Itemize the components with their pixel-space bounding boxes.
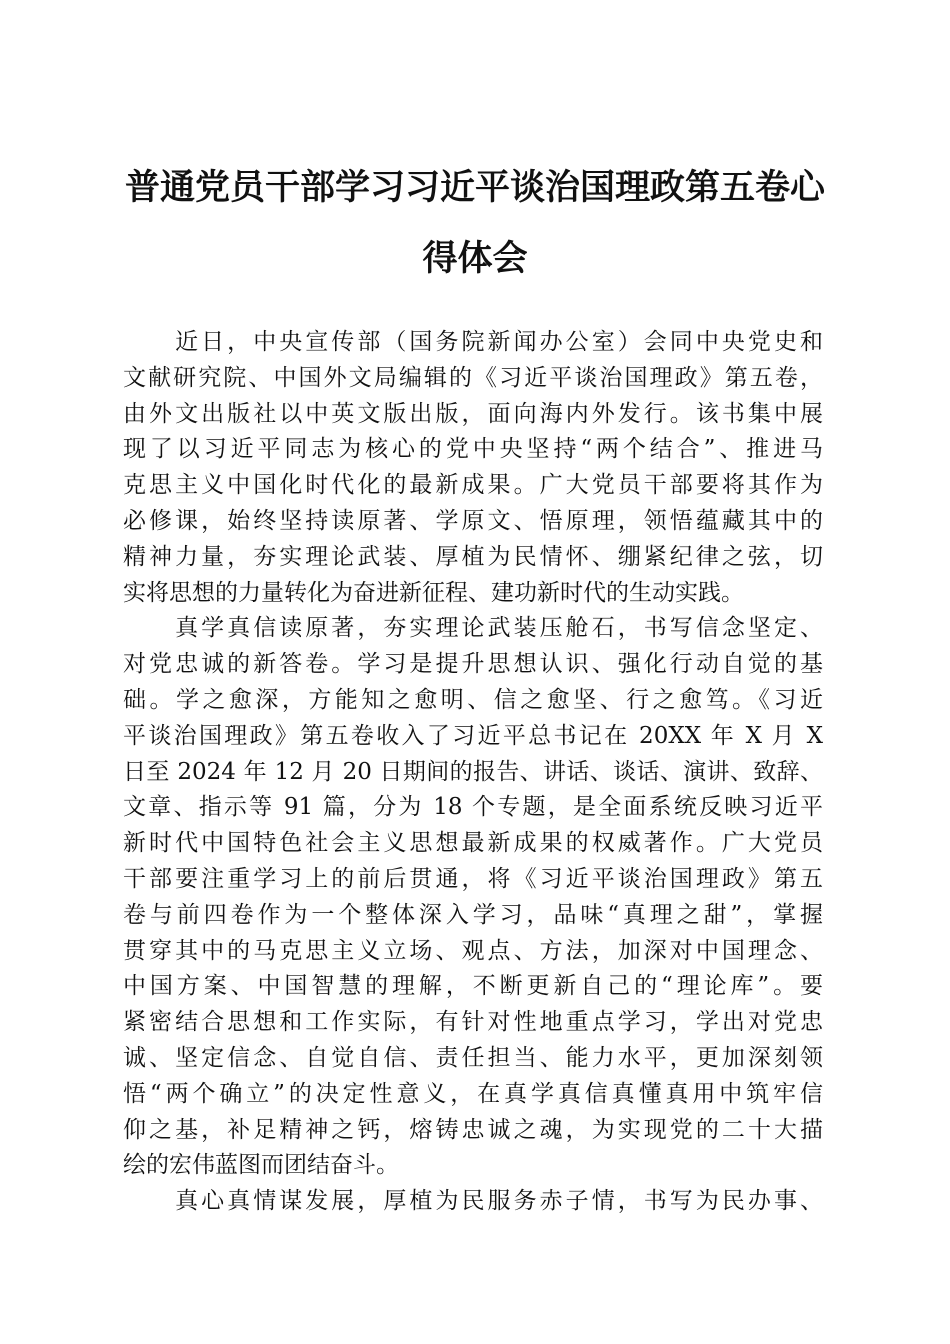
text-line: 卷与前四卷作为一个整体深入学习，品味“真理之甜”，掌握 (123, 901, 823, 928)
text-line: 克思主义中国化时代化的最新成果。广大党员干部要将其作为 (123, 472, 823, 499)
text-line: 绘的宏伟蓝图而团结奋斗。 (123, 1152, 399, 1179)
text-line: 实将思想的力量转化为奋进新征程、建功新时代的生动实践。 (123, 579, 744, 606)
text-line: 贯穿其中的马克思主义立场、观点、方法，加深对中国理念、 (123, 937, 823, 964)
text-line: 仰之基，补足精神之钙，熔铸忠诚之魂，为实现党的二十大描 (123, 1116, 823, 1143)
text-line: 真学真信读原著，夯实理论武装压舱石，书写信念坚定、 (123, 615, 823, 642)
text-line: 文章、指示等 91 篇，分为 18 个专题，是全面系统反映习近平 (123, 794, 823, 821)
text-line: 悟“两个确立”的决定性意义，在真学真信真懂真用中筑牢信 (123, 1080, 823, 1107)
text-line: 近日，中央宣传部（国务院新闻办公室）会同中央党史和 (123, 329, 823, 355)
document-body (123, 325, 823, 1220)
text-line: 精神力量，夯实理论武装、厚植为民情怀、绷紧纪律之弦，切 (123, 543, 823, 570)
text-line: 由外文出版社以中英文版出版，面向海内外发行。该书集中展 (123, 400, 823, 427)
text-line: 现了以习近平同志为核心的党中央坚持“两个结合”、推进马 (123, 436, 823, 463)
paragraph (123, 611, 823, 1184)
text-line: 紧密结合思想和工作实际，有针对性地重点学习，学出对党忠 (123, 1009, 823, 1036)
text-line: 必修课，始终坚持读原著、学原文、悟原理，领悟蕴藏其中的 (123, 507, 823, 534)
text-line: 新时代中国特色社会主义思想最新成果的权威著作。广大党员 (123, 830, 823, 857)
title-line-2: 得体会 (422, 238, 528, 279)
title-line-1: 普通党员干部学习习近平谈治国理政第五卷心 (124, 167, 825, 208)
document-title (110, 152, 840, 294)
text-line: 诚、坚定信念、自觉自信、责任担当、能力水平，更加深刻领 (123, 1044, 823, 1071)
text-line: 日至 2024 年 12 月 20 日期间的报告、讲话、谈话、演讲、致辞、 (123, 758, 823, 785)
text-line: 础。学之愈深，方能知之愈明、信之愈坚、行之愈笃。《习近 (123, 686, 823, 713)
text-line: 干部要注重学习上的前后贯通，将《习近平谈治国理政》第五 (123, 865, 823, 892)
text-line: 文献研究院、中国外文局编辑的《习近平谈治国理政》第五卷， (123, 364, 823, 391)
paragraph (123, 325, 823, 611)
text-line: 真心真情谋发展，厚植为民服务赤子情，书写为民办事、 (123, 1188, 823, 1215)
paragraph (123, 1184, 823, 1220)
text-line: 中国方案、中国智慧的理解，不断更新自己的“理论库”。要 (123, 973, 823, 1000)
text-line: 平谈治国理政》第五卷收入了习近平总书记在 20XX 年 X 月 X (123, 722, 823, 749)
text-line: 对党忠诚的新答卷。学习是提升思想认识、强化行动自觉的基 (123, 651, 823, 678)
